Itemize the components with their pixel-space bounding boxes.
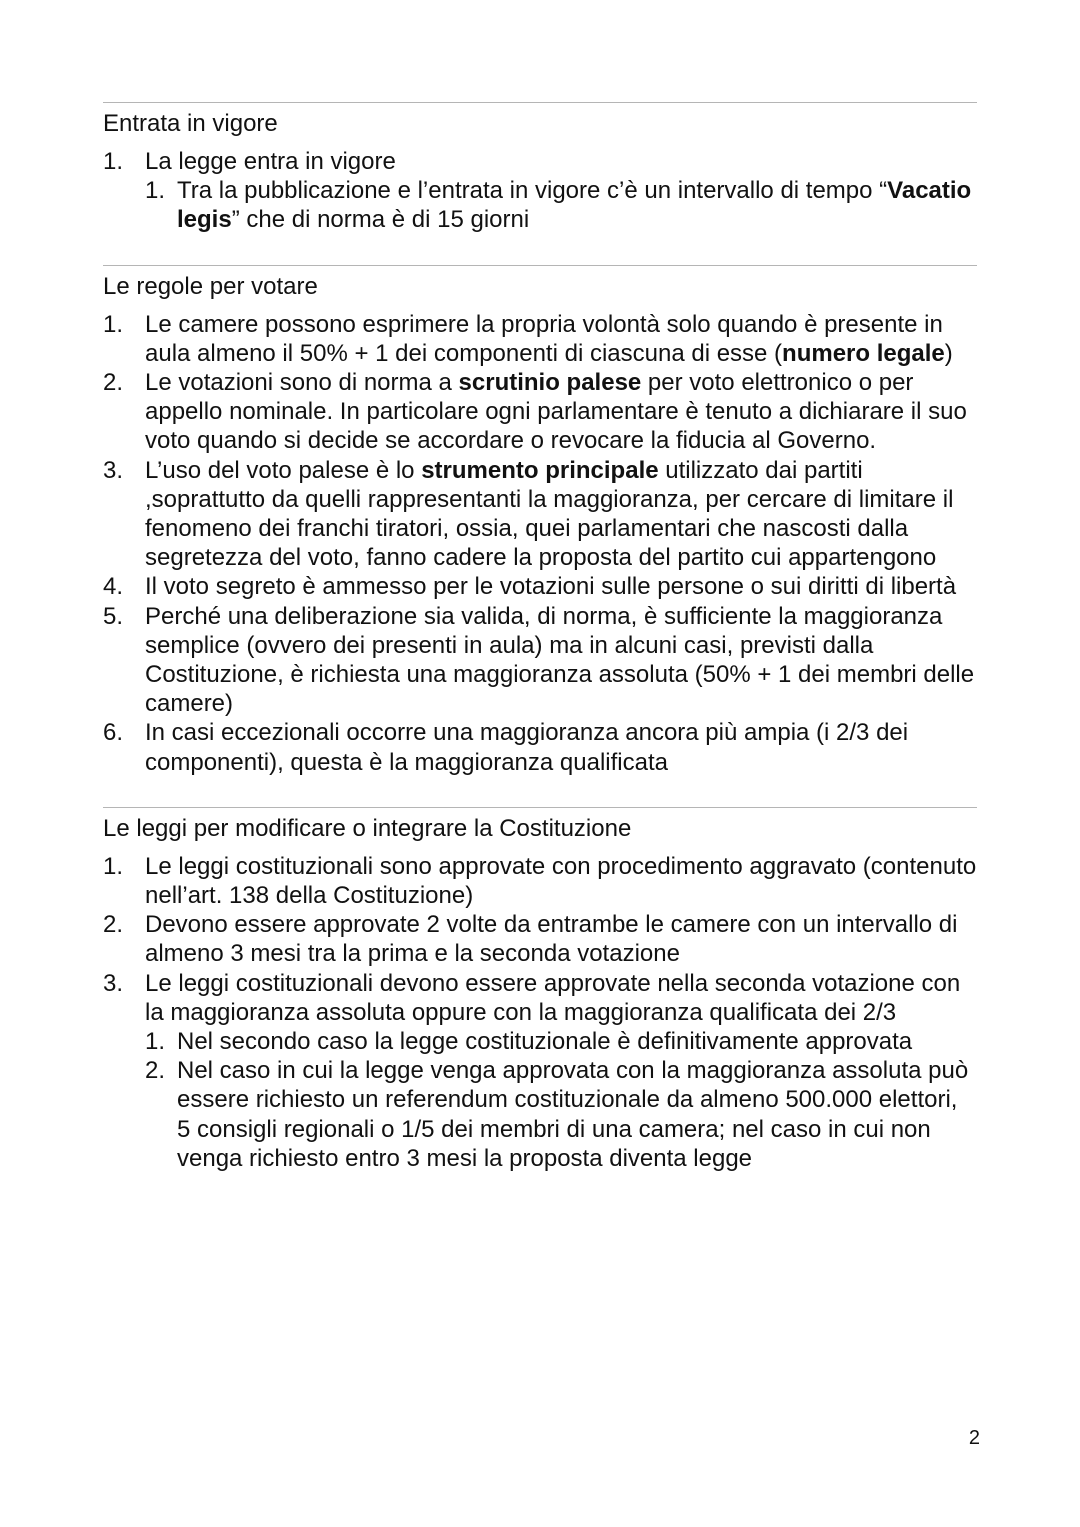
list-item [103, 310, 977, 368]
list-item-text [177, 1057, 968, 1172]
list-item-text [145, 911, 957, 967]
list-item [103, 368, 977, 456]
text-run: utilizzato dai partiti ,soprattutto da quelli rappresentanti la maggioranza, per cercare di limitare il fenomeno dei franchi tiratori, ossia, quei parlamentari che nascosti dalla segretezza del voto, fanno cadere la proposta del partito cui appartengono [145, 456, 954, 572]
bold-text-run: Vacatio legis [177, 177, 972, 234]
list-number: 3. [103, 456, 124, 484]
list-number: 1. [103, 310, 124, 338]
text-run: Il voto segreto è ammesso per le votazioni sulle persone o sui diritti di libertà [145, 573, 957, 601]
list-item [103, 969, 977, 1173]
list-number: 2. [103, 911, 124, 939]
text-run: Le leggi costituzionali devono essere approvate nella seconda votazione con la maggioranza assoluta oppure con la maggioranza qualificata dei 2/3 [145, 969, 961, 1026]
document-page [103, 102, 977, 1173]
list-item [103, 572, 977, 601]
section-title: Le leggi per modificare o integrare la Costituzione [103, 814, 632, 842]
list-item [103, 718, 977, 776]
section-regole-per-votare [103, 265, 977, 777]
list-item-text [145, 719, 908, 775]
list-number: 1. [145, 1028, 166, 1056]
text-run: L’uso del voto palese è lo [145, 456, 422, 484]
section-title: Le regole per votare [103, 272, 318, 300]
text-run: Le leggi costituzionali sono approvate con procedimento aggravato (contenuto nell’art. 138 della Costituzione) [145, 852, 977, 910]
text-run: per voto elettronico o per appello nominale. In particolare ogni parlamentare è tenuto a dichiarare il suo voto quando si decide se accordare o revocare la fiducia al Governo. [145, 369, 967, 455]
text-run: ” che di norma è di 15 giorni [231, 206, 530, 234]
list-item-text [145, 603, 974, 718]
list-item [103, 602, 977, 719]
list-number: 6. [103, 719, 124, 747]
numbered-list [103, 310, 977, 777]
list-number: 5. [103, 602, 124, 630]
list-number: 1. [145, 177, 166, 205]
section-entrata-in-vigore [103, 102, 977, 235]
text-run: Devono essere approvate 2 volte da entrambe le camere con un intervallo di almeno 3 mesi tra la prima e la seconda votazione [145, 911, 958, 968]
text-run: Le camere possono esprimere la propria volontà solo quando è presente in aula almeno il 50% + 1 dei componenti di ciascuna di esse ( [145, 310, 943, 367]
text-run: Nel caso in cui la legge venga approvata con la maggioranza assoluta può essere richiesto un referendum costituzionale da almeno 500.000 elettori, 5 consigli regionali o 1/5 dei membri di una camera; nel caso in cui non venga richiesto entro 3 mesi la proposta diventa legge [177, 1057, 969, 1172]
list-number: 1. [103, 852, 124, 880]
list-number: 2. [145, 1057, 166, 1085]
text-run: Nel secondo caso la legge costituzionale è definitivamente approvata [177, 1028, 913, 1056]
list-item [103, 456, 977, 573]
list-item-text [145, 457, 953, 572]
text-run: La legge entra in vigore [145, 148, 396, 175]
sub-list [145, 176, 977, 234]
numbered-list [103, 147, 977, 235]
list-number: 3. [103, 969, 124, 997]
list-item [103, 852, 977, 910]
bold-text-run: scrutinio palese [458, 369, 642, 397]
list-item-text [145, 970, 960, 1026]
list-number: 1. [103, 148, 124, 175]
list-item-text [145, 311, 953, 367]
list-item-text [145, 148, 396, 175]
list-item [103, 147, 977, 235]
page-number: 2 [968, 1427, 980, 1449]
section-title: Entrata in vigore [103, 110, 278, 137]
section-leggi-costituzionali [103, 807, 977, 1173]
text-run: Tra la pubblicazione e l’entrata in vigore c’è un intervallo di tempo “ [177, 177, 888, 205]
list-number: 4. [103, 573, 124, 601]
bold-text-run: numero legale [782, 339, 945, 367]
list-item-text [145, 369, 967, 454]
list-item-text [145, 573, 956, 600]
sub-list-item [145, 1027, 977, 1056]
list-number: 2. [103, 369, 124, 397]
list-item [103, 910, 977, 968]
list-item-text [177, 1028, 912, 1055]
text-run: In casi eccezionali occorre una maggioranza ancora più ampia (i 2/3 dei componenti), questa è la maggioranza qualificata [145, 719, 909, 776]
list-item-text [177, 177, 971, 233]
numbered-list [103, 852, 977, 1173]
list-item-text [145, 853, 976, 909]
bold-text-run: strumento principale [421, 456, 659, 484]
text-run: ) [944, 339, 953, 367]
text-run: Perché una deliberazione sia valida, di norma, è sufficiente la maggioranza semplice (ovvero dei presenti in aula) ma in alcuni casi, previsti dalla Costituzione, è richiesta una maggioranza assoluta (50% + 1 dei membri delle camere) [145, 602, 975, 718]
sub-list [145, 1027, 977, 1173]
text-run: Le votazioni sono di norma a [145, 369, 459, 397]
sub-list-item [145, 1056, 977, 1173]
sub-list-item [145, 176, 977, 234]
